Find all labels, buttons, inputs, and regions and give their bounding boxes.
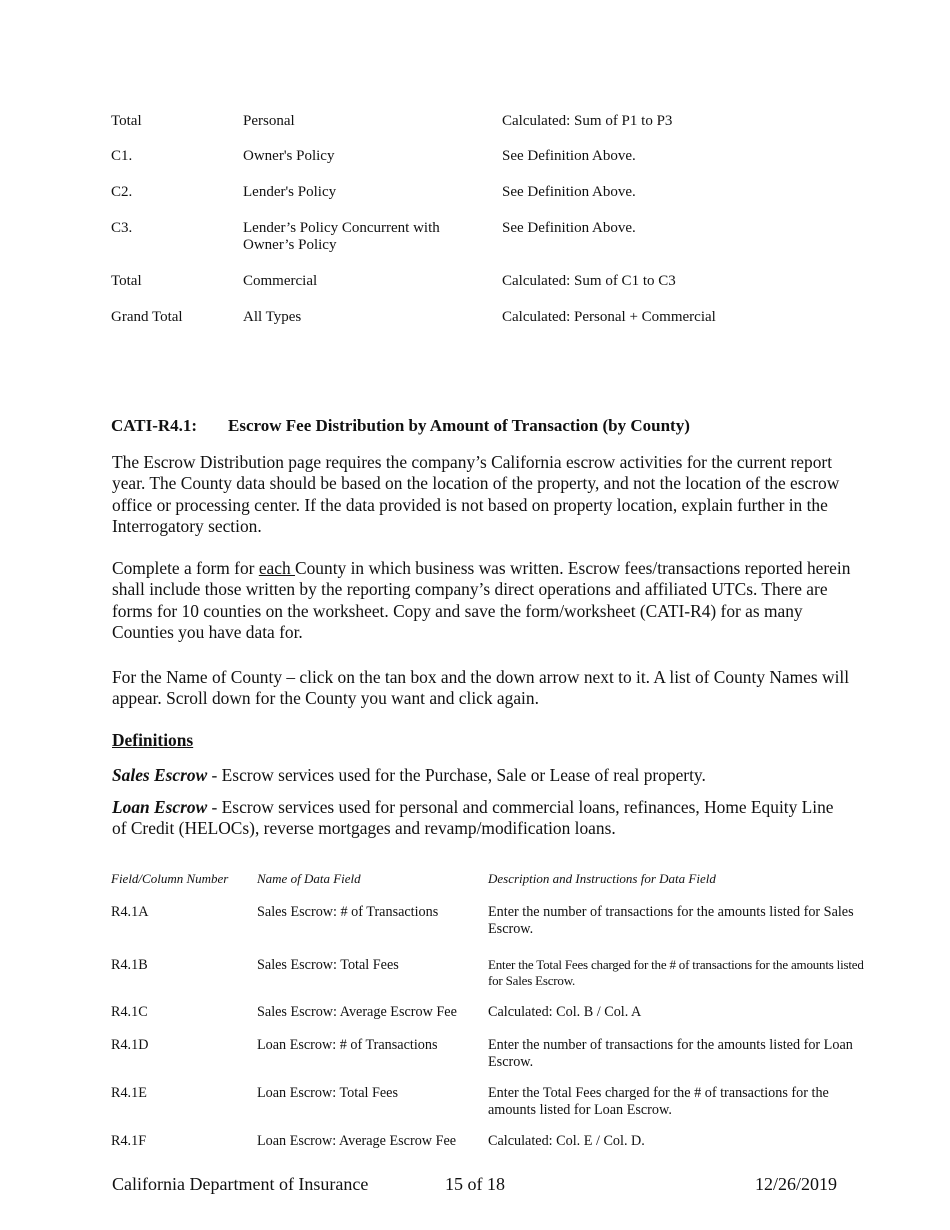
description-cell: See Definition Above. xyxy=(502,220,636,236)
field-cell: Total xyxy=(111,273,142,289)
description-cell: See Definition Above. xyxy=(502,148,636,164)
field-cell: R4.1F xyxy=(111,1133,147,1149)
field-cell: R4.1B xyxy=(111,957,148,973)
description-cell: Calculated: Sum of P1 to P3 xyxy=(502,113,673,129)
name-cell: Loan Escrow: # of Transactions xyxy=(257,1037,438,1053)
header-name-column: Name of Data Field xyxy=(257,871,361,886)
footer-page-number: 15 of 18 xyxy=(445,1174,505,1194)
name-cell: Loan Escrow: Average Escrow Fee xyxy=(257,1133,457,1149)
p2-after: County in which business was written. Escrow fees/transactions reported herein shall include those written by the reporting company’s direct operations and affiliated UTCs. There are forms for 10 counties on the worksheet. Copy and save the form/worksheet (CATI-R4) for as many Counties you have data for. xyxy=(112,558,851,642)
description-cell: Calculated: Col. B / Col. A xyxy=(488,1004,642,1020)
footer-date: 12/26/2019 xyxy=(755,1174,838,1194)
field-cell: C2. xyxy=(111,184,133,200)
p2-before: Complete a form for xyxy=(112,558,259,578)
footer-organization: California Department of Insurance xyxy=(112,1174,369,1194)
name-cell: Sales Escrow: Total Fees xyxy=(257,957,399,973)
header-field-column: Field/Column Number xyxy=(111,871,229,886)
description-cell: Enter the number of transactions for the amounts listed for Sales Escrow. xyxy=(488,904,854,937)
header-description-column: Description and Instructions for Data Field xyxy=(488,871,716,886)
field-cell: R4.1C xyxy=(111,1004,148,1020)
sales-escrow-definition xyxy=(112,765,852,786)
section-code: CATI-R4.1: xyxy=(111,416,198,435)
intro-paragraph: The Escrow Distribution page requires the company’s California escrow activities for the current report year. The County data should be based on the location of the property, and not the location of the escrow office or processing center. If the data provided is not based on property location, explain further in the Interrogatory section. xyxy=(112,452,840,536)
description-cell: See Definition Above. xyxy=(502,184,636,200)
description-cell: Calculated: Sum of C1 to C3 xyxy=(502,273,676,289)
field-cell: Total xyxy=(111,113,142,129)
name-cell: All Types xyxy=(243,309,302,325)
field-cell: Grand Total xyxy=(111,309,183,325)
loan-escrow-definition xyxy=(112,797,852,840)
section-heading xyxy=(111,415,690,437)
loan-escrow-term: Loan Escrow xyxy=(112,797,208,817)
name-cell: Sales Escrow: Average Escrow Fee xyxy=(257,1004,457,1020)
name-cell: Commercial xyxy=(243,273,318,289)
description-cell: Enter the Total Fees charged for the # of transactions for the amounts listed for Loan Escrow. xyxy=(488,1085,829,1118)
definitions-title: Definitions xyxy=(112,730,194,750)
name-cell: Owner's Policy xyxy=(243,148,335,164)
sales-escrow-term: Sales Escrow xyxy=(112,765,208,785)
section-title: Escrow Fee Distribution by Amount of Transaction (by County) xyxy=(228,416,690,435)
description-cell: Calculated: Personal + Commercial xyxy=(502,309,716,325)
description-cell: Calculated: Col. E / Col. D. xyxy=(488,1133,645,1149)
field-cell: C1. xyxy=(111,148,133,164)
field-cell: R4.1E xyxy=(111,1085,147,1101)
name-cell: Lender’s Policy Concurrent with Owner’s Policy xyxy=(243,220,440,253)
description-cell: Enter the Total Fees charged for the # of transactions for the amounts listed for Sales Escrow. xyxy=(488,957,864,988)
description-cell: Enter the number of transactions for the amounts listed for Loan Escrow. xyxy=(488,1037,853,1070)
loan-escrow-text: - Escrow services used for personal and commercial loans, refinances, Home Equity Line of Credit (HELOCs), reverse mortgages and revamp/modification loans. xyxy=(112,797,834,839)
name-cell: Loan Escrow: Total Fees xyxy=(257,1085,398,1101)
field-cell: R4.1D xyxy=(111,1037,149,1053)
name-cell: Sales Escrow: # of Transactions xyxy=(257,904,439,920)
name-cell: Lender's Policy xyxy=(243,184,337,200)
field-cell: C3. xyxy=(111,220,133,236)
name-cell: Personal xyxy=(243,113,295,129)
county-paragraph: For the Name of County – click on the tan box and the down arrow next to it. A list of County Names will appear. Scroll down for the County you want and click again. xyxy=(112,667,850,709)
sales-escrow-text: - Escrow services used for the Purchase, Sale or Lease of real property. xyxy=(207,765,706,785)
field-cell: R4.1A xyxy=(111,904,149,920)
p2-underlined: each xyxy=(258,558,296,578)
instructions-paragraph xyxy=(112,558,852,643)
